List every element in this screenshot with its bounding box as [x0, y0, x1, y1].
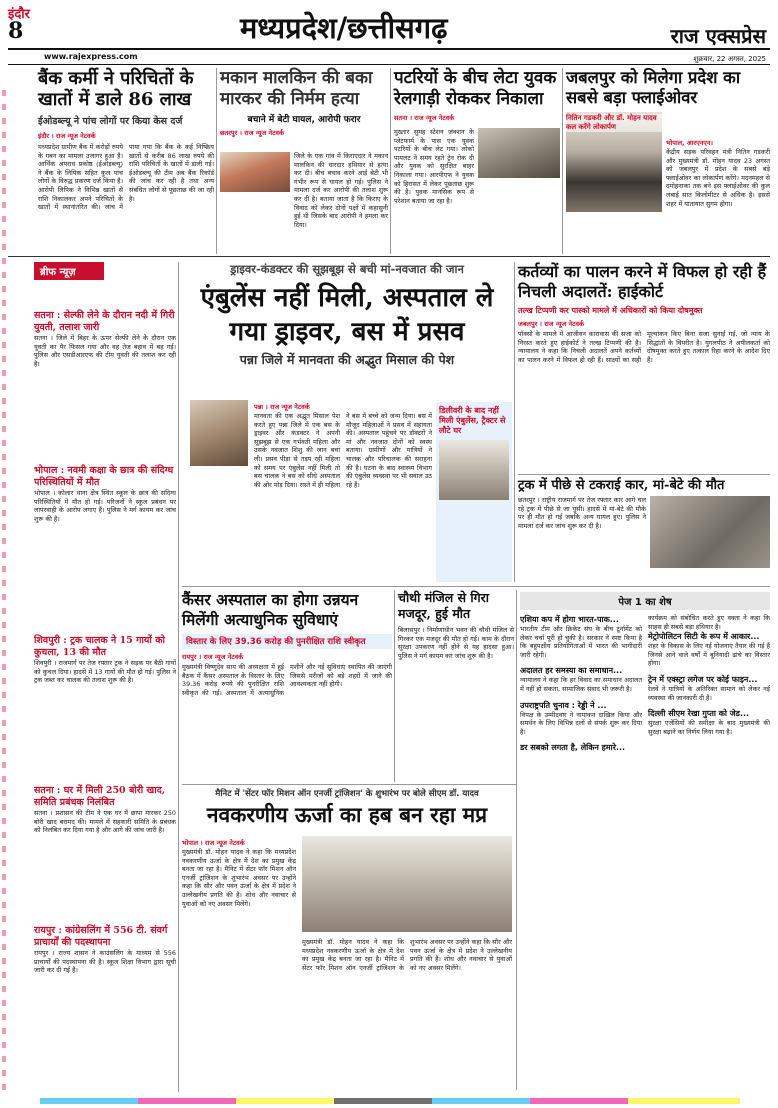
lead-headline[interactable]: एंबुलेंस नहीं मिली, अस्पताल ले गया ड्राइवर, बस में प्रसव — [200, 283, 494, 347]
brief-item — [34, 310, 176, 459]
top-story-3 — [394, 68, 560, 248]
energy-story — [182, 788, 512, 1088]
brief-title[interactable]: सतना : घर में मिली 250 बोरी खाद, समिति प्रबंधक निलंबित — [34, 785, 166, 808]
lead-body: मानवता की एक अद्भुत मिसाल पेश करते हुए पन्ना जिले में एक बस के ड्राइवर और कंडक्टर ने अपनी सूझबूझ से एक गर्भवती महिला और उसके नवजात शिशु की जान बचा ली। प्रसव पीड़ा से तड़प रही महिला को समय पर एंबुलेंस नहीं मिली तो बस चालक ने बस को सीधे अस्पताल की ओर मोड़ दिया। रास्ते में ही महिला ने बस में बच्चे को जन्म दिया। बस में मौजूद महिलाओं ने प्रसव में सहायता की। अस्पताल पहुंचने पर डॉक्टरों ने मां और नवजात दोनों को स्वस्थ बताया। ग्रामीणों और यात्रियों ने चालक और परिचालक की सराहना की है। घटना के बाद स्वास्थ्य विभाग की एंबुलेंस व्यवस्था पर भी सवाल उठ रहे हैं। — [254, 412, 432, 489]
column-divider — [394, 590, 395, 782]
continued-item — [520, 665, 642, 693]
brief-body: सतना । प्रशासन की टीम ने एक घर में छापा मारकर 250 बोरी खाद बरामद की। मामले में सहकारी समिति के प्रबंधक को निलंबित कर दिया गया है और आगे की जांच जारी है। — [34, 809, 176, 835]
headline[interactable]: चौथी मंजिल से गिरा मजदूर, हुई मौत — [398, 590, 489, 621]
headline[interactable]: जबलपुर को मिलेगा प्रदेश का सबसे बड़ा फ्लाईओवर — [566, 68, 741, 107]
colour-bar — [40, 1098, 740, 1104]
headline[interactable]: नवकरणीय ऊर्जा का हब बन रहा मप्र — [206, 802, 488, 827]
story-body-continued: मुख्यमंत्री डॉ. मोहन यादव ने कहा कि मध्यप्रदेश नवकरणीय ऊर्जा के क्षेत्र में देश का प्रमुख केंद्र बनता जा रहा है। मैनिट में सेंटर फॉर मिशन ऑन एनर्जी ट्रांजिशन के शुभारंभ अवसर पर उन्होंने कहा कि सौर और पवन ऊर्जा के क्षेत्र में प्रदेश ने उल्लेखनीय प्रगति की है। शोध और नवाचार से युवाओं को नए अवसर मिलेंगे। — [302, 938, 512, 972]
lead-photo — [190, 400, 248, 466]
continued-title[interactable]: दिल्ली सीएम रेखा गुप्ता को जेड... — [648, 709, 750, 719]
cancer-story — [182, 590, 392, 782]
caption-photo — [439, 440, 509, 500]
column-divider — [516, 590, 517, 1090]
continued-title[interactable]: अदालत हर समस्या का समाधान... — [520, 666, 623, 676]
top-story-1 — [38, 68, 214, 248]
continued-item — [648, 708, 770, 736]
column-divider — [390, 68, 391, 254]
subhead: ईओडब्ल्यू ने पांच लोगों पर किया केस दर्ज — [38, 116, 183, 127]
page-city: इंदौर — [8, 7, 30, 22]
lead-photo-caption-box — [436, 402, 512, 582]
headline[interactable]: ट्रक में पीछे से टकराई कार, मां-बेटे की मौत — [518, 478, 725, 493]
brief-title[interactable]: रायपुर : कांग्रेसलिंग में 556 टी. संवर्ग प्राचार्यों की पदस्थापना — [34, 925, 168, 948]
byline: सतना । राज न्यूज नेटवर्क — [394, 114, 455, 122]
kicker-box — [182, 634, 392, 649]
headline[interactable]: कैंसर अस्पताल का होगा उन्नयन मिलेंगी अत्याधुनिक सुविधाएं — [182, 590, 359, 629]
story-photo — [650, 496, 770, 568]
photo-caption: नितिन गडकरी और डॉ. मोहन यादव कल करेंगे लोकार्पण — [566, 114, 662, 132]
section-rule — [182, 784, 516, 785]
photo-caption: डिलीवरी के बाद नहीं मिली एंबुलेंस, ट्रैक्टर से लौटे घर — [439, 405, 506, 435]
continued-item — [648, 631, 770, 668]
page1-continued — [520, 592, 770, 1092]
column-divider — [216, 68, 217, 254]
column-divider — [562, 68, 563, 254]
story-body: मुख्तार सुमह स्टेशन जंक्शन के प्लेटफार्म के पास एक युवक पटरियों के बीच लेट गया। लोको पायलट ने समय रहते ट्रेन रोक दी और युवक को सुरक्षित बाहर निकाला गया। आरपीएफ ने युवक को हिरासत में लेकर पूछताछ शुरू की है। युवक मानसिक रूप से परेशान बताया जा रहा है। — [394, 128, 474, 205]
continued-body: कार्यक्रम को संबोधित करते हुए वक्ता ने कहा कि साहस ही सबसे बड़ा हथियार है। — [648, 614, 770, 631]
story-photo — [302, 836, 512, 932]
continued-item — [520, 614, 642, 659]
byline: जबलपुर । राज न्यूज नेटवर्क — [518, 320, 584, 328]
lead-story — [182, 262, 512, 582]
byline: रायपुर । राज न्यूज नेटवर्क — [182, 653, 244, 661]
headline[interactable]: कर्तव्यों का पालन करने में विफल हो रही हैं निचली अदालतें: हाईकोर्ट — [518, 262, 767, 301]
continued-title[interactable]: ट्रेन में एक्स्ट्रा लगेज पर कोई फाइन... — [648, 674, 758, 684]
brief-body: सतना । जिले में बिहर के ऊपर सेल्फी लेने के दौरान एक युवती का पैर फिसल गया और वह तेज बहाव में बह गई। पुलिस और एसडीआरएफ की टीम युवती की तलाश कर रही है। — [34, 334, 176, 368]
masthead-rule — [8, 48, 770, 50]
right-lead-story — [518, 262, 770, 472]
byline: भोपाल । राज न्यूज नेटवर्क — [182, 839, 245, 847]
kicker: मैनिट में 'सेंटर फॉर मिशन ऑन एनर्जी ट्रांजिशन' के शुभारंभ पर बोले सीएम डॉ. यादव — [215, 789, 479, 799]
continued-header: पेज 1 का शेष — [520, 592, 770, 610]
section-rule — [182, 586, 770, 587]
lead-byline: पन्ना । राज न्यूज नेटवर्क — [254, 403, 310, 411]
kicker: विस्तार के लिए 39.36 करोड़ की पुनरीक्षित राशि स्वीकृत — [186, 637, 366, 647]
continued-title[interactable]: उपराष्ट्रपति चुनाव : रेड्डी ने ... — [520, 700, 607, 710]
byline: भोपाल, आरएनएन। — [666, 139, 713, 147]
column-divider — [178, 262, 179, 1092]
continued-item — [520, 700, 642, 737]
subhead: बचाने में बेटी घायल, आरोपी फरार — [247, 115, 361, 125]
print-strip — [2, 90, 6, 1090]
top-story-4 — [566, 68, 770, 254]
masthead-rule-bottom — [8, 64, 770, 65]
story-body: मध्यप्रदेश ग्रामीण बैंक में करोड़ों रुपये के गबन का मामला उजागर हुआ है। आर्थिक अपराध प्रकोष्ठ (ईओडब्ल्यू) ने बैंक के लिपिक सहित कुल पांच लोगों के विरुद्ध प्रकरण दर्ज किया है। आरोपी लिपिक ने विभिन्न खातों से राशि निकालकर अपने परिचितों के खातों में स्थानांतरित की। जांच में पाया गया कि बैंक के कई निष्क्रिय खातों से करीब 86 लाख रुपये की राशि परिचितों के खातों में डाली गई। ईओडब्ल्यू की टीम अब बैंक रिकॉर्ड की जांच कर रही है तथा अन्य संबंधित लोगों से पूछताछ की जा रही है। — [38, 143, 214, 212]
brief-item — [34, 785, 176, 919]
subhead: तल्ख टिप्पणी कर पास्को मामले में अधिकारों को किया दोषमुक्त — [518, 306, 703, 315]
byline: इंदौर । राज न्यूज नेटवर्क — [38, 132, 96, 140]
brief-news-header: ब्रीफ न्यूज़ — [34, 262, 104, 280]
brief-news-column — [34, 262, 176, 1092]
lead-kicker: ड्राइवर-कंडक्टर की सूझबूझ से बची मां-नवजात की जान — [230, 262, 464, 276]
brand-logo: राज एक्सप्रेस — [670, 24, 766, 48]
continued-item — [648, 674, 770, 702]
continued-title[interactable]: मेट्रोपोलिटन सिटी के रूप में आकार... — [648, 632, 760, 642]
story-body: मुख्यमंत्री विष्णुदेव साय की अध्यक्षता में हुई बैठक में कैंसर अस्पताल के विस्तार के लिए 39.36 करोड़ रुपये की पुनरीक्षित राशि स्वीकृत की गई। अस्पताल में अत्याधुनिक मशीनें और नई सुविधाएं स्थापित की जाएंगी जिससे मरीजों को बड़े शहरों में जाने की आवश्यकता नहीं होगी। — [182, 663, 392, 697]
brief-title[interactable]: शिवपुरी : ट्रक चालक ने 15 गायों को कुचला, 13 की मौत — [34, 635, 165, 658]
section-title: मध्यप्रदेश/छत्तीसगढ़ — [240, 11, 448, 45]
truck-story — [518, 478, 770, 588]
story-body: केंद्रीय सड़क परिवहन मंत्री नितिन गडकरी और मुख्यमंत्री डॉ. मोहन यादव 23 अगस्त को जबलपुर में प्रदेश के सबसे बड़े फ्लाईओवर का लोकार्पण करेंगे। मदनमहल से दमोहनाका तक बने इस फ्लाईओवर की कुल लंबाई सात किलोमीटर से अधिक है। इससे शहर में यातायात सुगम होगा। — [666, 148, 770, 208]
story-body: छतरपुर । राष्ट्रीय राजमार्ग पर तेज रफ्तार कार आगे चल रहे ट्रक में पीछे से जा घुसी। हादसे में मां-बेटे की मौके पर ही मौत हो गई जबकि अन्य घायल हुए। पुलिस ने मामला दर्ज कर जांच शुरू कर दी है। — [518, 496, 646, 530]
story-body: बिलासपुर । निर्माणाधीन भवन की चौथी मंजिल से गिरकर एक मजदूर की मौत हो गई। काम के दौरान सुरक्षा उपकरण नहीं होने से यह हादसा हुआ। पुलिस ने मर्ग कायम कर जांच शुरू की है। — [398, 626, 514, 660]
section-rule — [518, 474, 770, 475]
headline[interactable]: पटरियों के बीच लेटा युवक रेलगाड़ी रोककर निकाला — [394, 68, 557, 109]
fourth-floor-story — [398, 590, 514, 782]
lead-subhead: पन्ना जिले में मानवता की अद्भुत मिसाल की पेश — [239, 352, 455, 367]
headline[interactable]: मकान मालकिन की बका मारकर की निर्मम हत्या — [220, 68, 373, 109]
brief-item — [34, 925, 176, 1069]
continued-body: विपक्ष के उम्मीदवार ने नामांकन दाखिल किया और समर्थन के लिए विभिन्न दलों से संपर्क शुरू कर दिया है। — [520, 710, 642, 736]
continued-body: सुरक्षा एजेंसियों की समीक्षा के बाद मुख्यमंत्री की सुरक्षा बढ़ाने का निर्णय लिया गया है। — [648, 719, 770, 736]
brief-item — [34, 635, 176, 779]
story-body: पॉक्सो के मामले में आजीवन कारावास की सजा को निरस्त करते हुए हाईकोर्ट ने तल्ख टिप्पणी की है। न्यायालय ने कहा कि निचली अदालतें अपने कर्तव्यों का पालन करने में विफल हो रही हैं। साक्ष्यों का सही मूल्यांकन किए बिना सजा सुनाई गई, जो न्याय के सिद्धांतों के विपरीत है। युगलपीठ ने अपीलकर्ता को दोषमुक्त करते हुए तत्काल रिहा करने के आदेश दिए हैं। — [518, 330, 770, 364]
brief-title[interactable]: सतना : सेल्फी लेने के दौरान नदी में गिरी युवती, तलाश जारी — [34, 310, 175, 333]
top-story-2 — [220, 68, 388, 248]
continued-body: शहर के विकास के लिए नई योजनाएं तैयार की गई हैं जिनसे आने वाले वर्षों में बुनियादी ढांचे का विस्तार होगा। — [648, 642, 770, 668]
page-number: 8 — [8, 18, 24, 44]
continued-title[interactable]: एशिया कप में होगा भारत-पाक... — [520, 615, 619, 624]
brief-title[interactable]: भोपाल : नवमी कक्षा के छात्र की संदिग्ध परिस्थितियों में मौत — [34, 465, 174, 488]
story-photo — [478, 128, 560, 178]
continued-body: न्यायालय ने कहा कि हर विवाद का समाधान अदालत में नहीं हो सकता, सामाजिक संवाद भी जरूरी है। — [520, 676, 642, 693]
brief-body: भोपाल । कोलार थाना क्षेत्र स्थित स्कूल के छात्र की संदिग्ध परिस्थितियों में मौत हो गई। परिजनों ने स्कूल प्रबंधन पर लापरवाही के आरोप लगाए हैं। पुलिस ने मर्ग कायम कर जांच शुरू की है। — [34, 489, 176, 523]
website-url[interactable]: www.rajexpress.com — [44, 52, 138, 61]
brief-body: रायपुर । राज्य शासन ने काउंसलिंग के माध्यम से 556 प्राचार्यों की पदस्थापना की है। स्कूल शिक्षा विभाग द्वारा सूची जारी कर दी गई है। — [34, 949, 176, 975]
issue-date: शुक्रवार, 22 अगस्त, 2025 — [693, 55, 766, 63]
story-body: जिले के एक गांव में किराएदार ने मकान मालकिन की धारदार हथियार से हत्या कर दी। बीच बचाव करने आई बेटी भी गंभीर रूप से घायल हो गई। पुलिस ने मामला दर्ज कर आरोपी की तलाश शुरू कर दी है। बताया जाता है कि किराए के विवाद को लेकर दोनों पक्षों में कहासुनी हुई थी जिसके बाद आरोपी ने हमला कर दिया। — [294, 152, 388, 229]
continued-body: रेलवे ने यात्रियों के अतिरिक्त सामान को लेकर नई व्यवस्था की जानकारी दी है। — [648, 684, 770, 702]
section-rule — [8, 256, 770, 257]
story-body: मुख्यमंत्री डॉ. मोहन यादव ने कहा कि मध्यप्रदेश नवकरणीय ऊर्जा के क्षेत्र में देश का प्रमुख केंद्र बनता जा रहा है। मैनिट में सेंटर फॉर मिशन ऑन एनर्जी ट्रांजिशन के शुभारंभ अवसर पर उन्होंने कहा कि सौर और पवन ऊर्जा के क्षेत्र में प्रदेश ने उल्लेखनीय प्रगति की है। शोध और नवाचार से युवाओं को नए अवसर मिलेंगे। — [182, 848, 296, 908]
continued-title[interactable]: डर सबको लगता है, लेकिन हमारे... — [520, 743, 626, 753]
continued-body: भारतीय टीम और क्रिकेट संघ के बीच टूर्नामेंट को लेकर चर्चा पूरी हो चुकी है। सरकार ने स्पष्ट किया है कि बहुपक्षीय प्रतियोगिताओं में भारत की भागीदारी जारी रहेगी। — [520, 625, 642, 659]
brief-item — [34, 465, 176, 629]
story-photo — [220, 152, 290, 192]
byline: छतरपुर । राज न्यूज नेटवर्क — [220, 129, 284, 137]
brief-body: शिवपुरी । राजमार्ग पर तेज रफ्तार ट्रक ने सड़क पर बैठी गायों को कुचल दिया। हादसे में 13 गायों की मौत हो गई। पुलिस ने ट्रक जब्त कर चालक की तलाश शुरू की है। — [34, 659, 176, 685]
column-divider — [514, 262, 515, 582]
headline[interactable]: बैंक कर्मी ने परिचितों के खातों में डाले 86 लाख — [38, 68, 194, 110]
